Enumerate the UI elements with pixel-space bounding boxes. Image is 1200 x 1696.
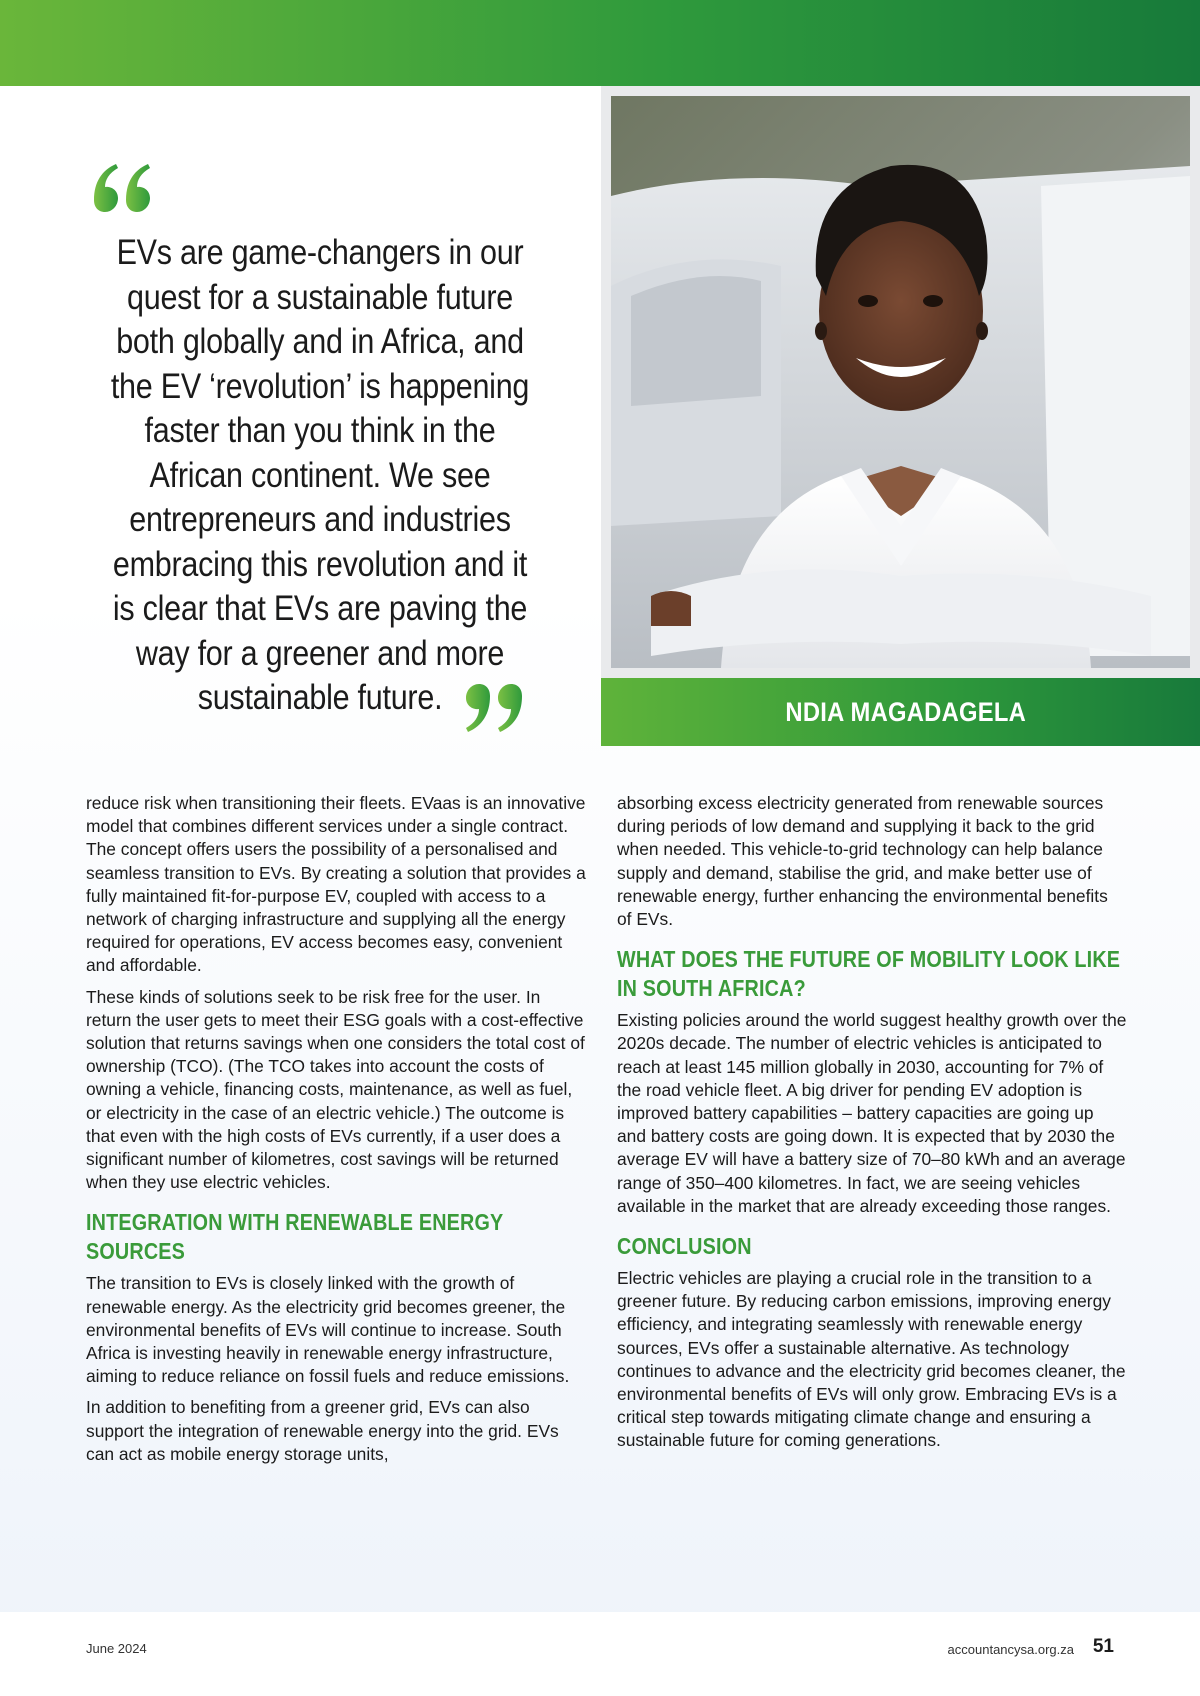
- section-heading: CONCLUSION: [617, 1233, 752, 1260]
- name-caption-band: [601, 678, 1200, 746]
- section-heading: WHAT DOES THE FUTURE OF MOBILITY LOOK LIKE IN SOUTH AFRICA?: [617, 946, 1121, 1002]
- close-quote-icon: [458, 682, 528, 742]
- person-name: NDIA MAGADAGELA: [785, 696, 1026, 727]
- top-green-band: [0, 0, 1200, 86]
- portrait-illustration: [611, 96, 1190, 668]
- body-paragraph: The transition to EVs is closely linked with the growth of renewable energy. As the electricity grid becomes greener, the environmental benefits of EVs will continue to increase. South Africa is investing heavily in renewable energy infrastructure, aiming to reduce reliance on fossil fuels and reduce emissions.: [86, 1273, 570, 1387]
- left-column: [86, 792, 590, 1474]
- issue-date: June 2024: [86, 1641, 147, 1656]
- pull-quote: [70, 160, 570, 750]
- body-paragraph: Existing policies around the world suggest healthy growth over the 2020s decade. The number of electric vehicles is anticipated to reach at least 145 million globally in 2030, accounting for 7% of the road vehicle fleet. A big driver for pending EV adoption is improved battery capabilities – battery capacities are going up and battery costs are going down. It is expected that by 2030 the average EV will have a battery size of 70–80 kWh and an average range of 350–400 kilometres. In fact, we are seeing vehicles available in the market that are already exceeding those ranges.: [617, 1010, 1127, 1216]
- open-quote-icon: [88, 160, 158, 220]
- quote-text: EVs are game-changers in our quest for a sustainable future both globally and in Africa, and the EV ‘revolution’ is happening faster than you think in the African continent. We see entrepreneurs and industries embracing this revolution and it is clear that EVs are paving the way for a greener and more sustainable future.: [110, 232, 530, 717]
- body-paragraph: Electric vehicles are playing a crucial role in the transition to a greener future. By reducing carbon emissions, improving energy efficiency, and integrating seamlessly with renewable energy sources, EVs offer a sustainable alternative. As technology continues to advance and the electricity grid becomes cleaner, the environmental benefits of EVs will only grow. Embracing EVs is a critical step towards mitigating climate change and ensuring a sustainable future for coming generations.: [617, 1268, 1126, 1451]
- page-footer: [0, 1612, 1200, 1696]
- body-paragraph: These kinds of solutions seek to be risk free for the user. In return the user gets to meet their ESG goals with a cost-effective solution that returns savings when one considers the total cost of ownership (TCO). (The TCO takes into account the costs of owning a vehicle, financing costs, maintenance, as well as fuel, or electricity in the case of an electric vehicle.) The outcome is that even with the high costs of EVs currently, if a user does a significant number of kilometres, cost savings will be returned when they use electric vehicles.: [86, 986, 585, 1193]
- body-paragraph: In addition to benefiting from a greener grid, EVs can also support the integration of renewable energy into the grid. EVs can act as mobile energy storage units,: [86, 1397, 559, 1464]
- portrait-photo: [611, 96, 1190, 668]
- section-heading: INTEGRATION WITH RENEWABLE ENERGY SOURCES: [86, 1209, 504, 1265]
- body-paragraph: absorbing excess electricity generated from renewable sources during periods of low demand and supplying it back to the grid when needed. This vehicle-to-grid technology can help balance supply and demand, stabilise the grid, and make better use of renewable energy, further enhancing the environmental benefits of EVs.: [617, 793, 1108, 930]
- website-link[interactable]: accountancysa.org.za: [947, 1642, 1074, 1657]
- right-column: [617, 792, 1127, 1461]
- page-number: 51: [1092, 1636, 1114, 1657]
- body-paragraph: reduce risk when transitioning their fleets. EVaas is an innovative model that combines different services under a single contract. The concept offers users the possibility of a personalised and seamless transition to EVs. By creating a solution that provides a fully maintained fit-for-purpose EV, coupled with access to a network of charging infrastructure and supplying all the energy required for operations, EV access becomes easy, convenient and affordable.: [86, 793, 586, 976]
